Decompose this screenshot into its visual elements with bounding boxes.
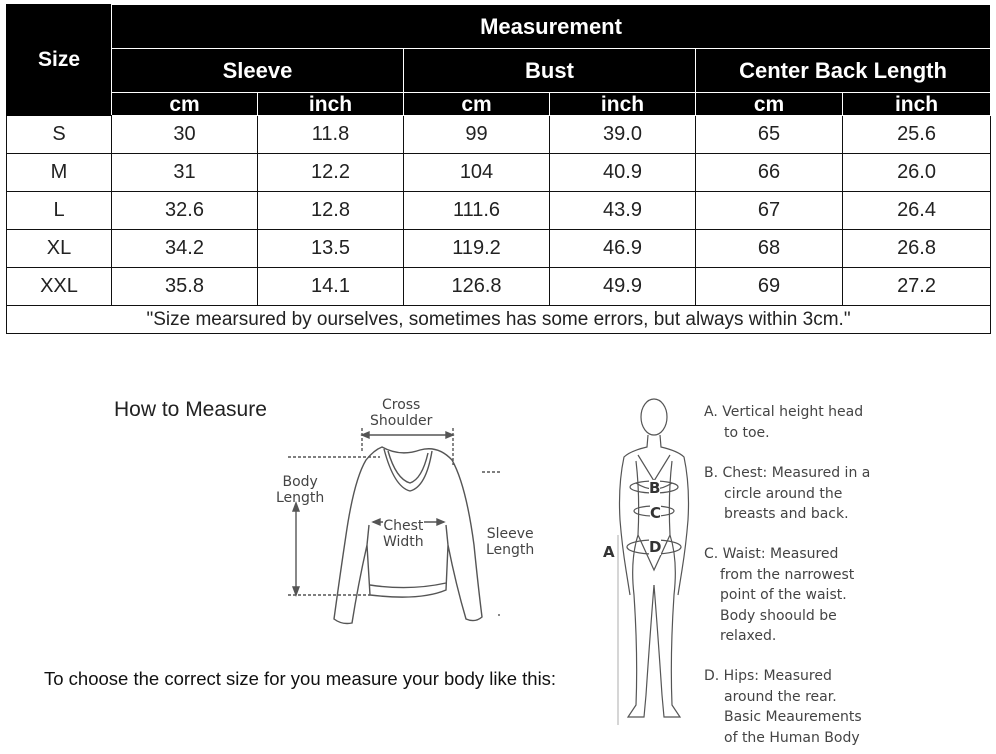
note-line: circle around the xyxy=(724,485,843,502)
value-cell: 32.6 xyxy=(112,192,258,230)
sleeve-length-label xyxy=(486,526,534,558)
note-line: of the Human Body xyxy=(724,729,860,746)
center-back-length-header: Center Back Length xyxy=(696,49,991,93)
value-cell: 104 xyxy=(404,154,550,192)
body-length-label xyxy=(276,474,324,506)
label-line: Width xyxy=(383,534,424,550)
value-cell: 46.9 xyxy=(550,230,696,268)
value-cell: 66 xyxy=(696,154,843,192)
note-line: B. Chest: Measured in a xyxy=(704,465,871,481)
label-line: Sleeve xyxy=(486,526,534,542)
value-cell: 13.5 xyxy=(258,230,404,268)
unit-header: inch xyxy=(258,93,404,116)
size-cell: XL xyxy=(7,230,112,268)
value-cell: 39.0 xyxy=(550,116,696,154)
shirt-diagram xyxy=(270,395,500,630)
measurement-header: Measurement xyxy=(112,5,991,49)
note-line: Body shoould be xyxy=(720,607,837,624)
chest-width-label xyxy=(383,518,424,550)
note-line: breasts and back. xyxy=(724,506,849,522)
value-cell: 31 xyxy=(112,154,258,192)
value-cell: 49.9 xyxy=(550,268,696,306)
marker-d: D xyxy=(649,538,662,556)
table-note-row xyxy=(7,306,991,334)
value-cell: 12.2 xyxy=(258,154,404,192)
value-cell: 119.2 xyxy=(404,230,550,268)
value-cell: 30 xyxy=(112,116,258,154)
label-line: Body xyxy=(282,474,318,490)
size-cell: S xyxy=(7,116,112,154)
marker-b: B xyxy=(649,479,661,497)
table-row xyxy=(7,192,991,230)
value-cell: 67 xyxy=(696,192,843,230)
unit-header: cm xyxy=(404,93,550,116)
label-line: Cross xyxy=(381,397,421,413)
sleeve-header: Sleeve xyxy=(112,49,404,93)
note-line: D. Hips: Measured xyxy=(704,668,832,684)
note-line: Basic Meaurements xyxy=(724,709,862,725)
value-cell: 11.8 xyxy=(258,116,404,154)
value-cell: 12.8 xyxy=(258,192,404,230)
unit-header: inch xyxy=(843,93,991,116)
value-cell: 65 xyxy=(696,116,843,154)
label-line: Length xyxy=(276,490,325,506)
value-cell: 68 xyxy=(696,230,843,268)
value-cell: 34.2 xyxy=(112,230,258,268)
table-row xyxy=(7,116,991,154)
unit-header: cm xyxy=(696,93,843,116)
value-cell: 26.8 xyxy=(843,230,991,268)
bust-header: Bust xyxy=(404,49,696,93)
note-line: around the rear. xyxy=(724,688,837,705)
size-cell: L xyxy=(7,192,112,230)
label-line: Length xyxy=(486,542,535,558)
value-cell: 111.6 xyxy=(404,192,550,230)
how-to-measure-title: How to Measure xyxy=(114,398,267,421)
size-header: Size xyxy=(7,5,112,116)
note-a xyxy=(704,402,863,443)
value-cell: 25.6 xyxy=(843,116,991,154)
size-cell: XXL xyxy=(7,268,112,306)
note-d xyxy=(704,666,862,748)
note-line: A. Vertical height head xyxy=(704,404,864,420)
value-cell: 126.8 xyxy=(404,268,550,306)
cross-shoulder-label xyxy=(370,397,432,429)
marker-a: A xyxy=(603,543,615,561)
value-cell: 43.9 xyxy=(550,192,696,230)
measurement-note: "Size mearsured by ourselves, sometimes has some errors, but always within 3cm." xyxy=(7,306,991,334)
marker-c: C xyxy=(650,504,662,522)
human-body-figure xyxy=(600,395,696,730)
note-line: to toe. xyxy=(724,424,770,441)
unit-header: inch xyxy=(550,93,696,116)
size-chart-table xyxy=(6,4,991,334)
label-line: Shoulder xyxy=(370,413,433,429)
value-cell: 40.9 xyxy=(550,154,696,192)
value-cell: 27.2 xyxy=(843,268,991,306)
note-line: relaxed. xyxy=(720,628,777,644)
note-line: point of the waist. xyxy=(720,587,847,603)
value-cell: 26.0 xyxy=(843,154,991,192)
note-line: C. Waist: Measured xyxy=(704,546,839,562)
size-cell: M xyxy=(7,154,112,192)
unit-header: cm xyxy=(112,93,258,116)
value-cell: 26.4 xyxy=(843,192,991,230)
note-c xyxy=(704,544,854,647)
value-cell: 14.1 xyxy=(258,268,404,306)
value-cell: 69 xyxy=(696,268,843,306)
table-row xyxy=(7,230,991,268)
choose-size-instruction: To choose the correct size for you measure your body like this: xyxy=(44,668,557,689)
table-row xyxy=(7,154,991,192)
table-row xyxy=(7,268,991,306)
value-cell: 35.8 xyxy=(112,268,258,306)
label-line: Chest xyxy=(383,518,424,534)
note-line: from the narrowest xyxy=(720,566,855,583)
value-cell: 99 xyxy=(404,116,550,154)
note-b xyxy=(704,463,870,525)
